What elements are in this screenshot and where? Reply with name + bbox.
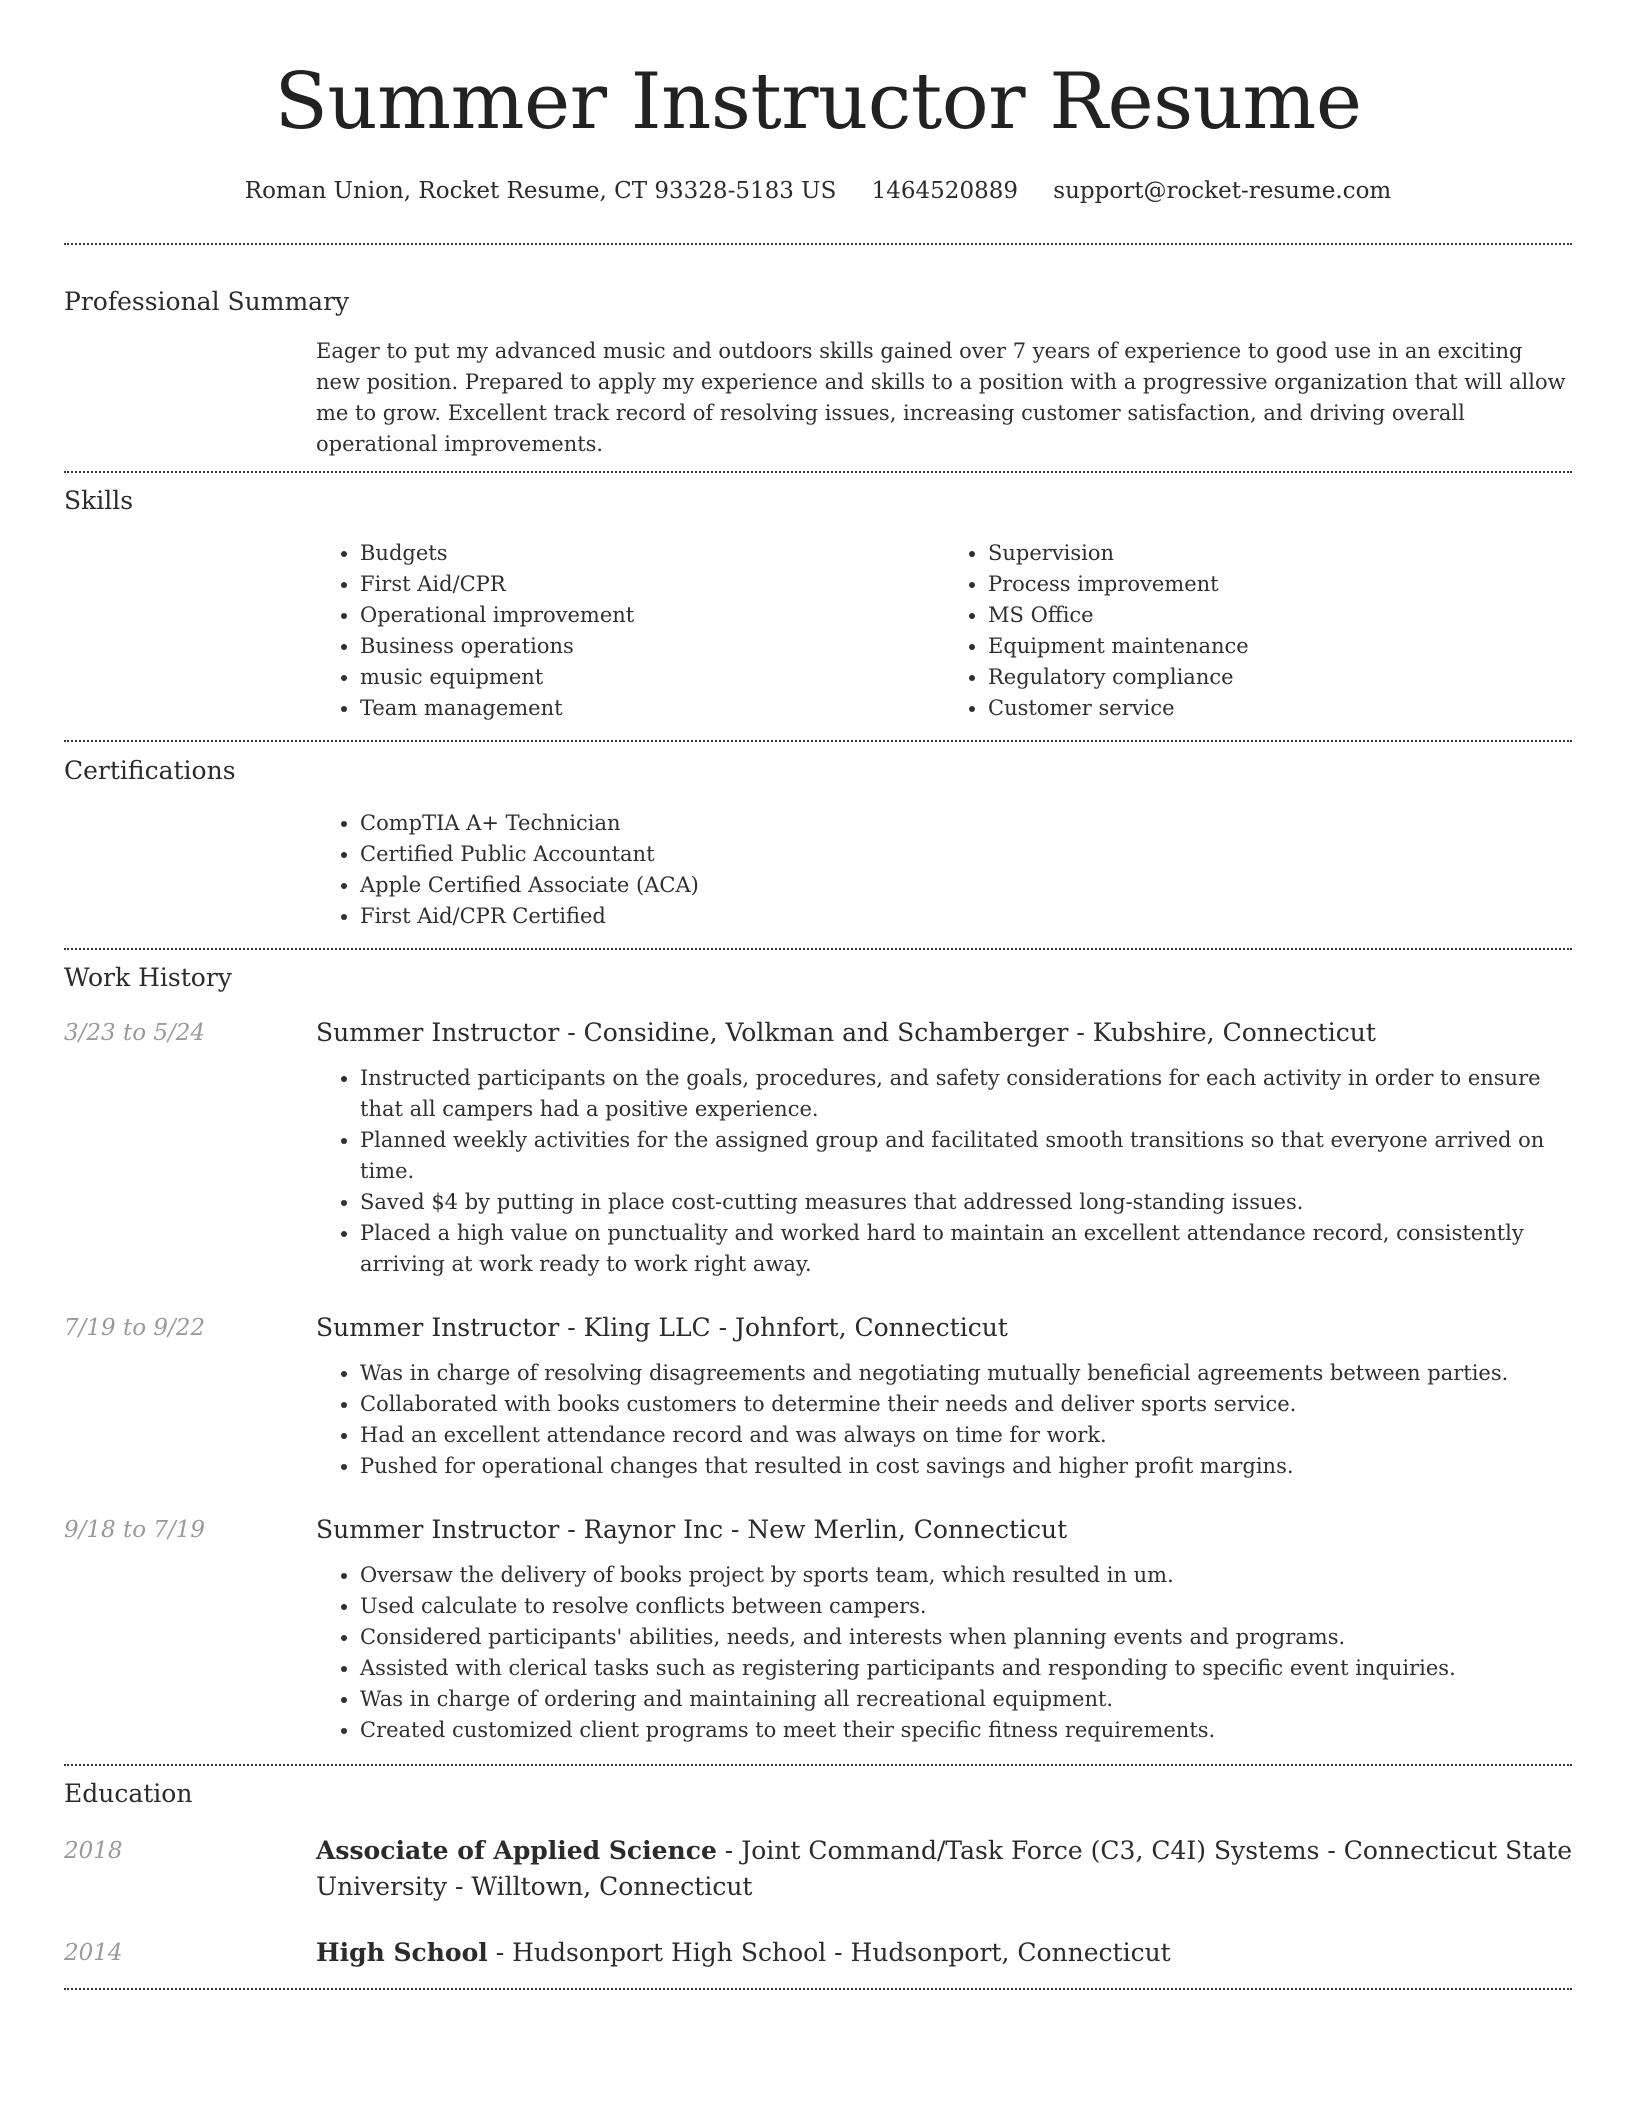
divider — [64, 948, 1572, 950]
divider — [64, 471, 1572, 473]
skill-item: • Team management — [360, 693, 944, 724]
job-entry — [64, 1512, 1572, 1746]
job-bullets — [316, 1063, 1572, 1280]
job-bullet: • Placed a high value on punctuality and worked hard to maintain an excellent attendance record, consistently arriving at work ready to work right away. — [360, 1218, 1572, 1280]
certification-item: • First Aid/CPR Certified — [360, 901, 976, 932]
skill-item: • Process improvement — [988, 569, 1572, 600]
education-details: - Hudsonport High School - Hudsonport, Connecticut — [487, 1938, 1171, 1967]
job-bullet: • Collaborated with books customers to determine their needs and deliver sports service. — [360, 1389, 1572, 1420]
skills-list-right — [944, 538, 1572, 724]
job-bullet: • Pushed for operational changes that resulted in cost savings and higher profit margins. — [360, 1451, 1572, 1482]
section-title-summary: Professional Summary — [64, 287, 350, 316]
job-details — [316, 1310, 1572, 1482]
skill-item: • music equipment — [360, 662, 944, 693]
contact-address: Roman Union, Rocket Resume, CT 93328-5183 US — [244, 178, 837, 204]
job-bullets — [316, 1560, 1572, 1746]
education-entry — [64, 1833, 1572, 1905]
job-bullet: • Used calculate to resolve conflicts between campers. — [360, 1591, 1572, 1622]
skills-list-left — [316, 538, 944, 724]
certification-item: • Certified Public Accountant — [360, 839, 976, 870]
education-entry — [64, 1935, 1572, 1971]
divider — [64, 740, 1572, 742]
education-degree: Associate of Applied Science — [316, 1836, 717, 1865]
divider — [64, 1764, 1572, 1766]
certifications-columns — [316, 808, 1572, 932]
certifications-section — [64, 754, 1572, 932]
contact-line — [64, 174, 1572, 208]
education-date: 2018 — [64, 1838, 123, 1864]
job-bullet: • Was in charge of ordering and maintaining all recreational equipment. — [360, 1684, 1572, 1715]
skill-item: • First Aid/CPR — [360, 569, 944, 600]
skills-columns — [316, 538, 1572, 724]
job-bullet: • Planned weekly activities for the assigned group and facilitated smooth transitions so that everyone arrived on time. — [360, 1125, 1572, 1187]
skill-item: • Budgets — [360, 538, 944, 569]
resume-page — [64, 0, 1572, 1990]
section-title-skills: Skills — [64, 486, 134, 515]
job-entry — [64, 1310, 1572, 1482]
skill-item: • Equipment maintenance — [988, 631, 1572, 662]
contact-email: support@rocket-resume.com — [1053, 178, 1392, 204]
job-date: 3/23 to 5/24 — [64, 1020, 206, 1046]
job-entry — [64, 1015, 1572, 1280]
education-heading — [316, 1935, 1572, 1971]
section-title-certifications: Certifications — [64, 756, 236, 785]
job-bullet: • Assisted with clerical tasks such as registering participants and responding to specific event inquiries. — [360, 1653, 1572, 1684]
work-history-section — [64, 961, 1572, 1746]
job-bullets — [316, 1358, 1572, 1482]
job-heading: Summer Instructor - Kling LLC - Johnfort, Connecticut — [316, 1313, 1008, 1342]
divider — [64, 243, 1572, 245]
summary-text: Eager to put my advanced music and outdoors skills gained over 7 years of experience to good use in an exciting new position. Prepared to apply my experience and skills to a position with a progressive organization that will allow me to grow. Excellent track record of resolving issues, increasing customer satisfaction, and driving overall operational improvements. — [316, 339, 1566, 456]
education-degree: High School — [316, 1938, 488, 1967]
education-section — [64, 1777, 1572, 1971]
summary-section — [64, 285, 1572, 460]
job-bullet: • Created customized client programs to meet their specific fitness requirements. — [360, 1715, 1572, 1746]
job-bullet: • Oversaw the delivery of books project by sports team, which resulted in um. — [360, 1560, 1572, 1591]
certification-item: • Apple Certified Associate (ACA) — [360, 870, 976, 901]
job-bullet: • Considered participants' abilities, needs, and interests when planning events and programs. — [360, 1622, 1572, 1653]
contact-phone: 1464520889 — [871, 178, 1018, 204]
skill-item: • MS Office — [988, 600, 1572, 631]
skill-item: • Operational improvement — [360, 600, 944, 631]
job-heading: Summer Instructor - Considine, Volkman and Schamberger - Kubshire, Connecticut — [316, 1018, 1376, 1047]
skill-item: • Regulatory compliance — [988, 662, 1572, 693]
skill-item: • Customer service — [988, 693, 1572, 724]
job-bullet: • Was in charge of resolving disagreements and negotiating mutually beneficial agreements between parties. — [360, 1358, 1572, 1389]
page-title: Summer Instructor Resume — [274, 57, 1362, 147]
skills-section — [64, 484, 1572, 724]
job-heading: Summer Instructor - Raynor Inc - New Merlin, Connecticut — [316, 1515, 1068, 1544]
job-date: 9/18 to 7/19 — [64, 1517, 206, 1543]
job-bullet: • Had an excellent attendance record and was always on time for work. — [360, 1420, 1572, 1451]
job-bullet: • Instructed participants on the goals, procedures, and safety considerations for each activity in order to ensure that all campers had a positive experience. — [360, 1063, 1572, 1125]
job-bullet: • Saved $4 by putting in place cost-cutting measures that addressed long-standing issues. — [360, 1187, 1572, 1218]
job-date: 7/19 to 9/22 — [64, 1315, 206, 1341]
divider — [64, 1988, 1572, 1990]
section-title-work-history: Work History — [64, 963, 232, 992]
section-title-education: Education — [64, 1779, 193, 1808]
education-date: 2014 — [64, 1940, 123, 1966]
skill-item: • Business operations — [360, 631, 944, 662]
education-heading — [316, 1833, 1572, 1905]
certification-item: • CompTIA A+ Technician — [360, 808, 976, 839]
job-details — [316, 1015, 1572, 1280]
education-details: - Joint Command/Task Force (C3, C4I) Systems - Connecticut State University - Willtown, Connecticut — [316, 1836, 1572, 1901]
job-details — [316, 1512, 1572, 1746]
skill-item: • Supervision — [988, 538, 1572, 569]
certifications-list — [316, 808, 976, 932]
